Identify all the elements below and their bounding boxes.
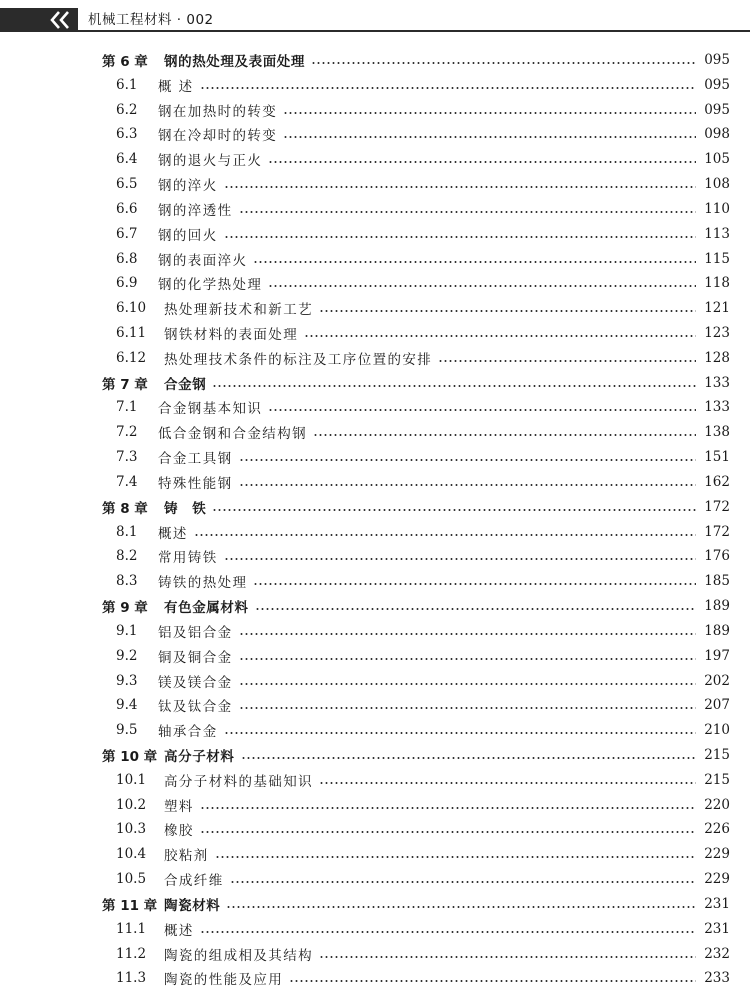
toc-page-number: 162: [704, 473, 730, 490]
toc-entry-title: 陶瓷的性能及应用: [164, 972, 284, 989]
header-block: [0, 8, 78, 32]
toc-entry-title: 钢的退火与正火: [158, 153, 263, 170]
toc-dot-leader: [224, 732, 696, 734]
toc-dot-leader: [289, 980, 696, 982]
toc-page-number: 197: [704, 647, 730, 664]
toc-entry-number: 6.2: [116, 101, 138, 118]
toc-page-number: 108: [704, 176, 730, 193]
running-head-title: 机械工程材料 · 002: [88, 12, 214, 28]
toc-entry-title: 常用铸铁: [158, 550, 218, 567]
toc-section-row[interactable]: [0, 966, 750, 990]
toc-dot-leader: [283, 136, 696, 138]
toc-page-number: 105: [704, 151, 730, 168]
toc-dot-leader: [268, 285, 696, 287]
toc-section-row[interactable]: [0, 867, 750, 891]
toc-chapter-row[interactable]: [0, 495, 750, 519]
toc-section-row[interactable]: [0, 619, 750, 643]
toc-page-number: 233: [704, 970, 730, 987]
toc-section-row[interactable]: [0, 793, 750, 817]
toc-page-number: 215: [704, 746, 730, 763]
toc-chapter-row[interactable]: [0, 48, 750, 72]
toc-dot-leader: [239, 658, 697, 660]
toc-page-number: 229: [704, 871, 730, 888]
toc-entry-number: 7.4: [116, 473, 138, 490]
toc-section-row[interactable]: [0, 147, 750, 171]
toc-page-number: 113: [704, 225, 730, 242]
toc-page-number: 229: [704, 846, 730, 863]
toc-section-row[interactable]: [0, 296, 750, 320]
toc-dot-leader: [268, 161, 696, 163]
toc-entry-title: 钢在加热时的转变: [158, 103, 278, 120]
toc-dot-leader: [268, 409, 696, 411]
toc-section-row[interactable]: [0, 669, 750, 693]
toc-page-number: 220: [704, 796, 730, 813]
toc-dot-leader: [438, 360, 696, 362]
toc-page-number: 210: [704, 722, 730, 739]
toc-entry-number: 10.4: [116, 846, 147, 863]
toc-entry-title: 钢的化学热处理: [158, 277, 263, 294]
toc-entry-number: 10.2: [116, 796, 147, 813]
toc-entry-title: 钢的表面淬火: [158, 252, 248, 269]
toc-entry-number: 6.3: [116, 126, 138, 143]
toc-section-row[interactable]: [0, 172, 750, 196]
page-header: [0, 8, 750, 32]
toc-entry-number: 7.3: [116, 449, 138, 466]
toc-entry-number: 9.3: [116, 672, 138, 689]
toc-entry-number: 6.12: [116, 349, 147, 366]
toc-page-number: 110: [704, 200, 730, 217]
toc-entry-title: 镁及镁合金: [158, 674, 233, 691]
toc-section-row[interactable]: [0, 271, 750, 295]
toc-entry-number: 6.7: [116, 225, 138, 242]
toc-page-number: 095: [704, 52, 730, 68]
toc-section-row[interactable]: [0, 817, 750, 841]
toc-entry-number: 第 7 章: [102, 376, 148, 393]
toc-dot-leader: [239, 683, 697, 685]
toc-dot-leader: [212, 385, 696, 387]
toc-entry-title: 有色金属材料: [164, 600, 249, 617]
toc-entry-number: 8.3: [116, 573, 138, 590]
toc-entry-number: 6.11: [116, 325, 147, 342]
toc-entry-number: 10.3: [116, 821, 147, 838]
toc-dot-leader: [194, 534, 696, 536]
toc-section-row[interactable]: [0, 768, 750, 792]
toc-section-row[interactable]: [0, 917, 750, 941]
toc-dot-leader: [200, 807, 696, 809]
toc-entry-number: 第 9 章: [102, 600, 148, 617]
toc-dot-leader: [283, 112, 696, 114]
toc-dot-leader: [212, 509, 696, 511]
toc-section-row[interactable]: [0, 644, 750, 668]
toc-page-number: 098: [704, 126, 730, 143]
toc-page-number: 232: [704, 945, 730, 962]
toc-dot-leader: [319, 782, 696, 784]
toc-entry-title: 铸铁的热处理: [158, 575, 248, 592]
toc-entry-number: 10.1: [116, 771, 147, 788]
toc-section-row[interactable]: [0, 73, 750, 97]
toc-dot-leader: [239, 633, 697, 635]
toc-page-number: 138: [704, 424, 730, 441]
toc-entry-number: 10.5: [116, 871, 147, 888]
toc-entry-number: 7.1: [116, 399, 138, 416]
toc-page-number: 123: [704, 325, 730, 342]
toc-dot-leader: [224, 186, 696, 188]
toc-dot-leader: [239, 211, 697, 213]
toc-page-number: 189: [704, 622, 730, 639]
toc-dot-leader: [239, 484, 697, 486]
toc-dot-leader: [224, 558, 696, 560]
toc-entry-number: 8.2: [116, 548, 138, 565]
toc-entry-number: 7.2: [116, 424, 138, 441]
toc-entry-title: 陶瓷材料: [164, 897, 221, 914]
toc-chapter-row[interactable]: [0, 371, 750, 395]
toc-chapter-row[interactable]: [0, 892, 750, 916]
toc-page-number: 128: [704, 349, 730, 366]
toc-entry-number: 第 11 章: [102, 897, 158, 914]
toc-entry-title: 钢的回火: [158, 227, 218, 244]
toc-page-number: 133: [704, 374, 730, 391]
toc-page-number: 133: [704, 399, 730, 416]
toc-entry-number: 6.9: [116, 275, 138, 292]
toc-dot-leader: [255, 608, 696, 610]
toc-page-number: 202: [704, 672, 730, 689]
toc-page-number: 215: [704, 771, 730, 788]
toc-section-row[interactable]: [0, 247, 750, 271]
toc-entry-title: 胶粘剂: [164, 848, 209, 865]
toc-section-row[interactable]: [0, 693, 750, 717]
toc-dot-leader: [239, 707, 697, 709]
toc-entry-number: 9.5: [116, 722, 138, 739]
toc-dot-leader: [215, 856, 696, 858]
toc-section-row[interactable]: [0, 420, 750, 444]
toc-entry-number: 6.1: [116, 76, 138, 93]
toc-dot-leader: [313, 434, 696, 436]
toc-entry-number: 第 10 章: [102, 748, 158, 765]
toc-page-number: 189: [704, 598, 730, 615]
toc-entry-number: 6.4: [116, 151, 138, 168]
toc-entry-title: 塑料: [164, 798, 194, 815]
toc-section-row[interactable]: [0, 222, 750, 246]
toc-entry-title: 钛及钛合金: [158, 699, 233, 716]
toc-section-row[interactable]: [0, 942, 750, 966]
toc-page-number: 185: [704, 573, 730, 590]
toc-entry-number: 8.1: [116, 523, 138, 540]
toc-entry-number: 11.2: [116, 945, 147, 962]
toc-entry-title: 特殊性能钢: [158, 475, 233, 492]
toc-page-number: 231: [704, 895, 730, 912]
double-chevron-left-icon: [48, 10, 74, 30]
toc-entry-number: 6.10: [116, 300, 147, 317]
toc-entry-title: 合金工具钢: [158, 451, 233, 468]
toc-entry-title: 钢的淬透性: [158, 202, 233, 219]
toc-entry-title: 陶瓷的组成相及其结构: [164, 947, 313, 964]
toc-entry-title: 合金钢基本知识: [158, 401, 263, 418]
toc-dot-leader: [200, 87, 697, 89]
toc-entry-title: 铸 铁: [164, 500, 207, 517]
toc-dot-leader: [200, 931, 696, 933]
toc-entry-number: 6.8: [116, 250, 138, 267]
toc-entry-number: 11.3: [116, 970, 147, 987]
toc-chapter-row[interactable]: [0, 743, 750, 767]
toc-page-number: 226: [704, 821, 730, 838]
toc-entry-title: 高分子材料: [164, 748, 235, 765]
toc-dot-leader: [224, 236, 696, 238]
toc-dot-leader: [241, 757, 697, 759]
toc-dot-leader: [311, 62, 696, 64]
toc-entry-title: 低合金钢和合金结构钢: [158, 426, 307, 443]
toc-entry-number: 第 8 章: [102, 500, 148, 517]
toc-section-row[interactable]: [0, 395, 750, 419]
toc-entry-title: 钢铁材料的表面处理: [164, 327, 299, 344]
toc-entry-title: 热处理新技术和新工艺: [164, 302, 313, 319]
toc-section-row[interactable]: [0, 569, 750, 593]
toc-entry-title: 高分子材料的基础知识: [164, 773, 313, 790]
toc-entry-number: 6.6: [116, 200, 138, 217]
toc-entry-title: 铜及铜合金: [158, 649, 233, 666]
toc-page-number: 176: [704, 548, 730, 565]
toc-dot-leader: [304, 335, 696, 337]
toc-section-row[interactable]: [0, 470, 750, 494]
toc-section-row[interactable]: [0, 122, 750, 146]
toc-page-number: 172: [704, 523, 730, 540]
toc-entry-title: 钢的淬火: [158, 178, 218, 195]
toc-page-number: 095: [704, 101, 730, 118]
toc-page-number: 118: [704, 275, 730, 292]
toc-entry-title: 橡胶: [164, 823, 194, 840]
toc-entry-title: 铝及铝合金: [158, 624, 233, 641]
toc-entry-title: 概述: [158, 525, 188, 542]
toc-dot-leader: [230, 881, 696, 883]
toc-dot-leader: [319, 310, 696, 312]
toc-entry-title: 热处理技术条件的标注及工序位置的安排: [164, 351, 433, 368]
toc-dot-leader: [239, 459, 697, 461]
toc-section-row[interactable]: [0, 520, 750, 544]
toc-entry-title: 合金钢: [164, 376, 207, 393]
toc-section-row[interactable]: [0, 98, 750, 122]
toc-entry-title: 轴承合金: [158, 724, 218, 741]
toc-section-row[interactable]: [0, 544, 750, 568]
toc-page-number: 151: [704, 449, 730, 466]
toc-entry-number: 第 6 章: [102, 54, 148, 70]
toc-entry-title: 概 述: [158, 78, 194, 95]
toc-entry-title: 概述: [164, 922, 194, 939]
toc-dot-leader: [253, 583, 696, 585]
toc-section-row[interactable]: [0, 321, 750, 345]
toc-entry-number: 9.2: [116, 647, 138, 664]
toc-dot-leader: [253, 261, 696, 263]
toc-entry-title: 钢在冷却时的转变: [158, 128, 278, 145]
toc-section-row[interactable]: [0, 718, 750, 742]
toc-entry-number: 9.4: [116, 697, 138, 714]
toc-entry-number: 9.1: [116, 622, 138, 639]
toc-page-number: 231: [704, 920, 730, 937]
toc-section-row[interactable]: [0, 197, 750, 221]
toc-entry-number: 6.5: [116, 176, 138, 193]
toc-dot-leader: [319, 956, 696, 958]
toc-page-number: 095: [704, 76, 730, 93]
toc-dot-leader: [226, 906, 696, 908]
toc-entry-number: 11.1: [116, 920, 147, 937]
toc-chapter-row[interactable]: [0, 594, 750, 618]
toc-section-row[interactable]: [0, 842, 750, 866]
toc-section-row[interactable]: [0, 445, 750, 469]
header-rule: [78, 30, 750, 32]
toc-entry-title: 钢的热处理及表面处理: [164, 54, 305, 70]
toc-dot-leader: [200, 831, 696, 833]
toc-page-number: 172: [704, 498, 730, 515]
toc-entry-title: 合成纤维: [164, 873, 224, 890]
toc-section-row[interactable]: [0, 346, 750, 370]
toc-page-number: 115: [704, 250, 730, 267]
toc-page-number: 207: [704, 697, 730, 714]
toc-page-number: 121: [704, 300, 730, 317]
